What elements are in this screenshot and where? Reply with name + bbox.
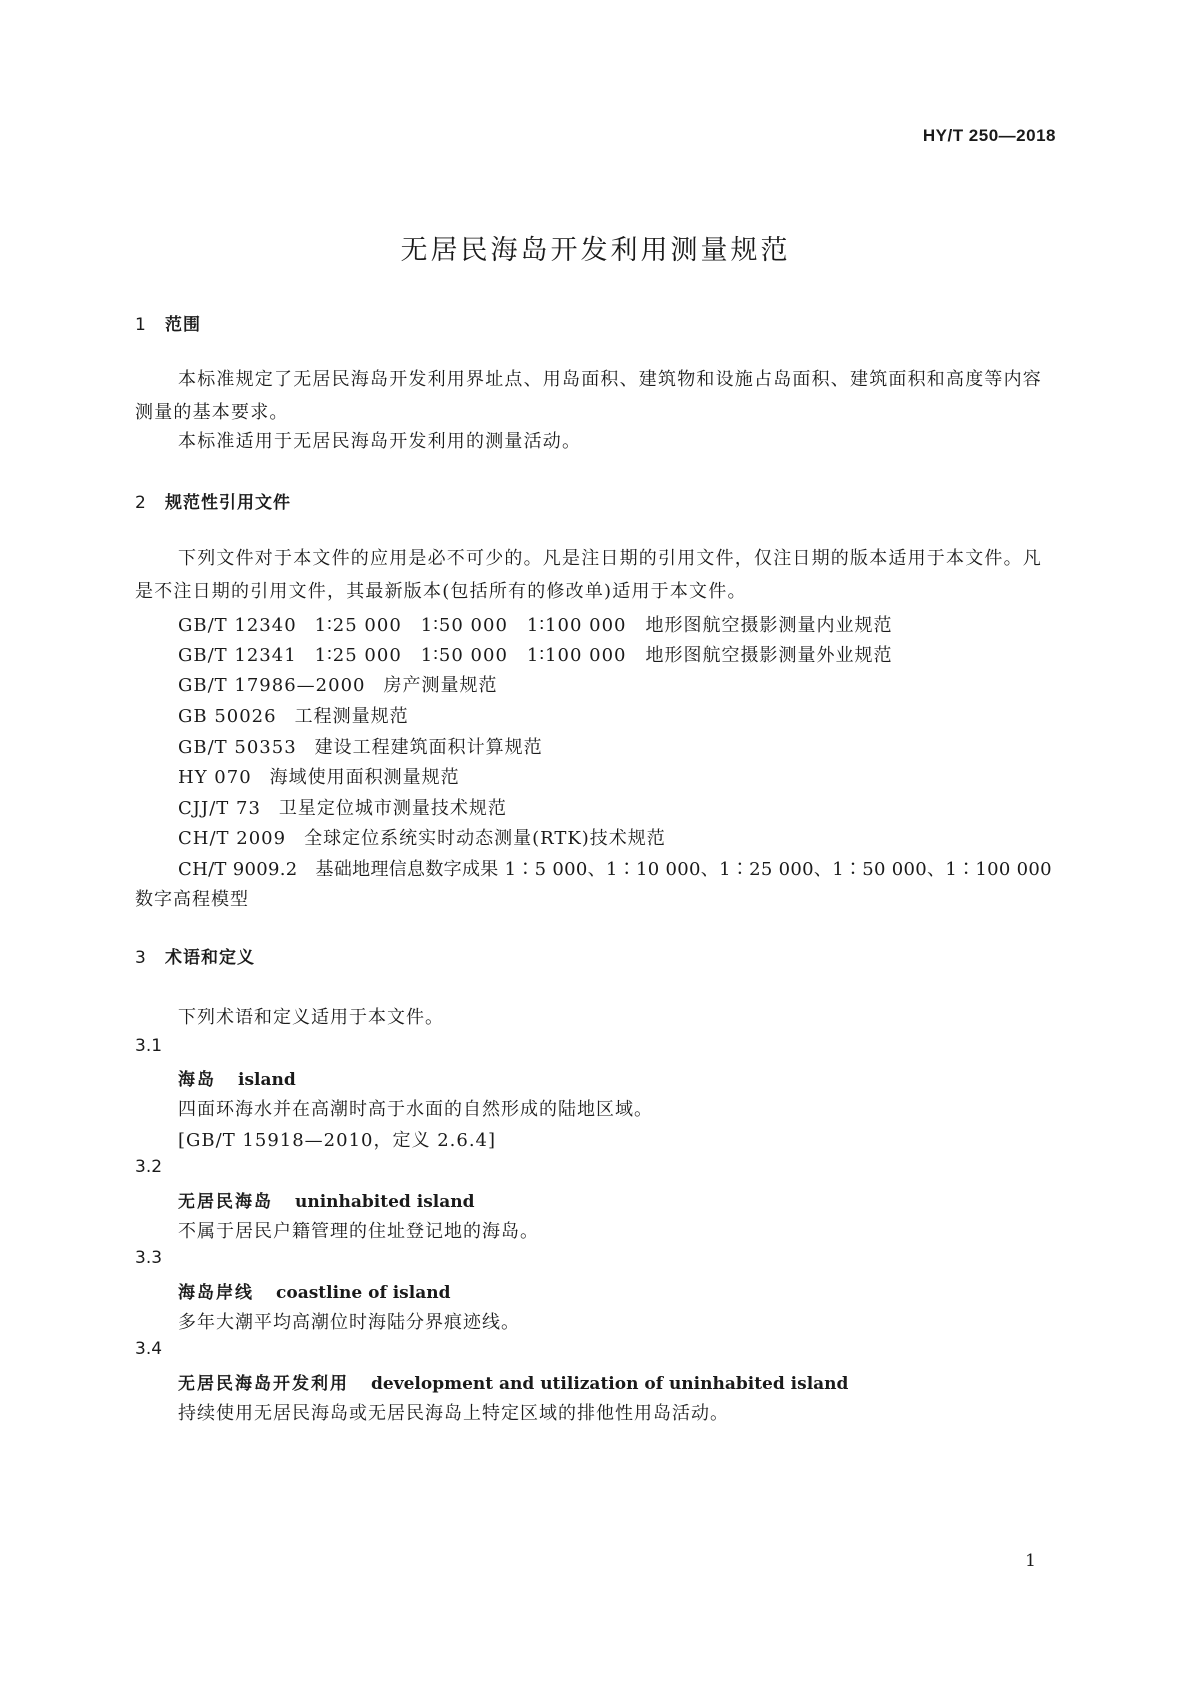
term-number: 3.3 [135,1248,163,1268]
section-number: 3 [135,948,147,968]
reference-code: CJJ/T 73 [178,798,261,819]
term-zh: 无居民海岛 [178,1192,273,1212]
reference-item [178,763,460,789]
reference-code: CH/T 9009.2 [178,859,298,880]
reference-title: 房产测量规范 [383,675,498,696]
reference-title: 基础地理信息数字成果 1∶5 000、1∶10 000、1∶25 000、1∶50 000、1∶100 000 [315,859,1052,880]
document-title: 无居民海岛开发利用测量规范 [400,235,791,266]
reference-code: HY 070 [178,767,252,788]
term-en: uninhabited island [295,1192,475,1212]
term-heading [178,1187,474,1212]
reference-code: GB/T 12340 [178,615,297,636]
reference-title: 1∶25 000 1∶50 000 1∶100 000 地形图航空摄影测量内业规范 [314,615,893,636]
reference-title: 卫星定位城市测量技术规范 [278,798,507,819]
term-heading [178,1065,296,1090]
section-1-heading [135,310,201,335]
reference-item [178,824,666,850]
reference-title: 1∶25 000 1∶50 000 1∶100 000 地形图航空摄影测量外业规范 [314,645,893,666]
reference-code: CH/T 2009 [178,828,287,849]
reference-title: 海域使用面积测量规范 [269,767,460,788]
page-number: 1 [1025,1551,1036,1571]
term-number: 3.4 [135,1339,163,1359]
reference-code: GB 50026 [178,706,277,727]
term-heading [178,1369,848,1394]
reference-code: GB/T 50353 [178,737,297,758]
section-title: 范围 [165,315,201,335]
reference-title: 工程测量规范 [294,706,409,727]
section-1-paragraph: 本标准规定了无居民海岛开发利用界址点、用岛面积、建筑物和设施占岛面积、建筑面积和高度等内容测量的基本要求。 [135,369,1042,423]
section-title: 规范性引用文件 [165,493,291,513]
term-number: 3.2 [135,1157,163,1177]
term-zh: 海岛岸线 [178,1283,254,1303]
section-2-intro: 下列文件对于本文件的应用是必不可少的。凡是注日期的引用文件，仅注日期的版本适用于本文件。凡是不注日期的引用文件，其最新版本(包括所有的修改单)适用于本文件。 [135,548,1042,602]
term-en: development and utilization of uninhabited island [371,1374,849,1394]
term-definition: 四面环海水并在高潮时高于水面的自然形成的陆地区域。 [178,1099,653,1120]
reference-code: GB/T 12341 [178,645,297,666]
reference-title: 全球定位系统实时动态测量(RTK)技术规范 [304,828,666,849]
term-definition: 持续使用无居民海岛或无居民海岛上特定区域的排他性用岛活动。 [178,1403,729,1424]
reference-item [178,855,1052,881]
term-source: [GB/T 15918—2010，定义 2.6.4] [178,1130,497,1151]
term-zh: 海岛 [178,1070,216,1090]
section-3-intro: 下列术语和定义适用于本文件。 [178,1007,444,1028]
reference-continuation: 数字高程模型 [135,889,249,910]
term-en: island [238,1070,296,1090]
section-number: 1 [135,315,147,335]
reference-item [178,611,892,637]
section-number: 2 [135,493,147,513]
standard-code: HY/T 250—2018 [922,126,1056,145]
reference-item [178,702,409,728]
section-1-paragraph: 本标准适用于无居民海岛开发利用的测量活动。 [178,431,582,452]
term-definition: 不属于居民户籍管理的住址登记地的海岛。 [178,1221,539,1242]
reference-item [178,794,507,820]
section-2-heading [135,488,291,513]
term-en: coastline of island [276,1283,451,1303]
section-3-heading [135,943,255,968]
term-heading [178,1278,450,1303]
reference-item [178,733,543,759]
term-definition: 多年大潮平均高潮位时海陆分界痕迹线。 [178,1312,520,1333]
reference-item [178,671,497,697]
section-title: 术语和定义 [165,948,255,968]
reference-code: GB/T 17986—2000 [178,675,366,696]
reference-item [178,641,892,667]
reference-title: 建设工程建筑面积计算规范 [314,737,543,758]
term-number: 3.1 [135,1036,163,1056]
term-zh: 无居民海岛开发利用 [178,1374,349,1394]
